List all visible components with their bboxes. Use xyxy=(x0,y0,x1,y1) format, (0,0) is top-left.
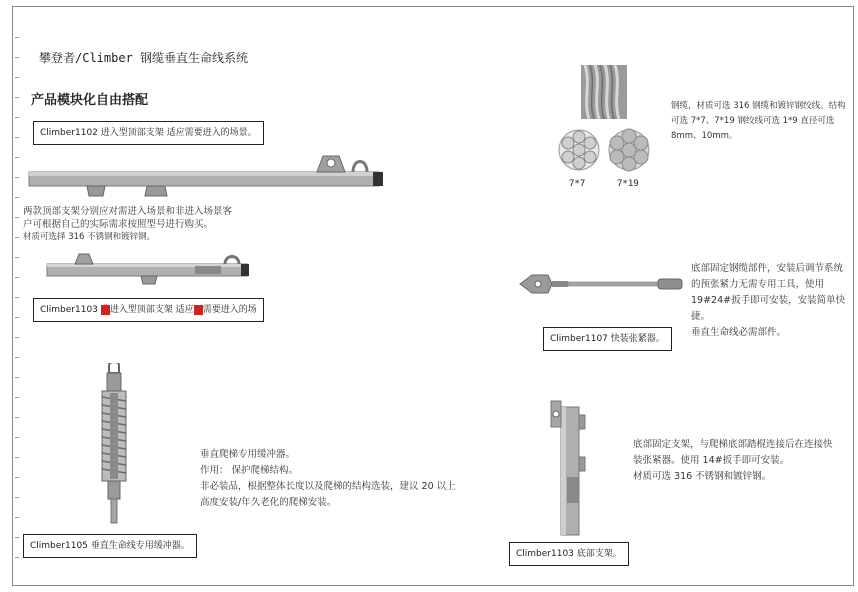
c1103-label-prefix: Climber1103 xyxy=(40,305,101,315)
c1105-label: Climber1105 垂直生命线专用缓冲器。 xyxy=(30,541,190,551)
c1105-desc-line1: 垂直爬梯专用缓冲器。 xyxy=(200,449,296,460)
cable-label-7x19: 7*19 xyxy=(617,179,639,189)
top-bracket-desc xyxy=(23,205,232,244)
top-bracket-entry-image xyxy=(27,152,387,200)
section-heading: 产品模块化自由搭配 xyxy=(31,93,149,108)
c1107-label-box xyxy=(543,327,672,351)
c1105-desc-line3: 非必装品，根据整体长度以及爬梯的结构选装，建议 20 以上 xyxy=(200,481,456,492)
c1103-highlight-2: 不 xyxy=(193,305,203,315)
c1105-desc-line2: 作用： 保护爬梯结构。 xyxy=(200,465,299,476)
c1107-desc: 底部固定钢缆部件，安装后调节系统的预张紧力无需专用工具，使用 19#24#扳手即可安装，安装简单快捷。 xyxy=(691,263,846,322)
cable-rope-image xyxy=(581,65,627,119)
c1107-desc-block xyxy=(691,261,851,341)
doc-title: 攀登者/Climber 钢缆垂直生命线系统 xyxy=(39,51,249,65)
c1105-label-box xyxy=(23,534,197,558)
top-bracket-desc-line3: 材质可选择 316 不锈钢和镀锌钢。 xyxy=(23,232,156,242)
bottom-bracket-image xyxy=(549,397,599,537)
c1107-label: Climber1107 快装张紧器。 xyxy=(550,334,665,344)
c1105-desc-line4: 高度安装/年久老化的爬梯安装。 xyxy=(200,497,337,508)
cable-desc: 钢缆，材质可选 316 钢缆和镀锌钢绞线。结构可选 7*7、7*19 钢绞线可选 1*9 直径可选 8mm、10mm。 xyxy=(671,101,846,141)
c1103-highlight-1: 非 xyxy=(100,305,110,315)
c1102-label-box xyxy=(33,121,264,145)
cable-label-7x7: 7*7 xyxy=(569,179,586,189)
c1103b-desc2: 材质可选 316 不锈钢和镀锌钢。 xyxy=(633,471,772,482)
c1103b-desc-block xyxy=(633,437,833,485)
top-bracket-desc-line2: 户可根据自己的实际需求按照型号进行购买。 xyxy=(23,219,214,230)
cross-section-7x7-image xyxy=(557,128,601,172)
c1105-desc xyxy=(200,447,456,511)
c1103-label-box xyxy=(33,298,264,322)
c1103b-label-box xyxy=(509,542,629,566)
cross-section-7x19-image xyxy=(607,128,651,172)
margin-marks xyxy=(15,37,21,577)
c1103b-label: Climber1103 底部支架。 xyxy=(516,549,622,559)
document-page xyxy=(12,6,854,586)
c1102-label: Climber1102 进入型顶部支架 适应需要进入的场景。 xyxy=(40,128,257,138)
c1103-label-part3: 需要进入的场 xyxy=(202,305,257,315)
tensioner-image xyxy=(518,271,688,297)
shock-absorber-image xyxy=(99,363,129,525)
c1103-label-part2: 进入型顶部支架 适应 xyxy=(109,305,194,315)
top-bracket-nonentry-image xyxy=(45,252,255,286)
c1107-desc2: 垂直生命线必需部件。 xyxy=(691,327,787,338)
c1103b-desc: 底部固定支架，与爬梯底部踏棍连接后在连接快装张紧器。使用 14#扳手即可安装。 xyxy=(633,439,833,466)
top-bracket-desc-line1: 两款顶部支架分别应对需进入场景和非进入场景客 xyxy=(23,206,233,217)
